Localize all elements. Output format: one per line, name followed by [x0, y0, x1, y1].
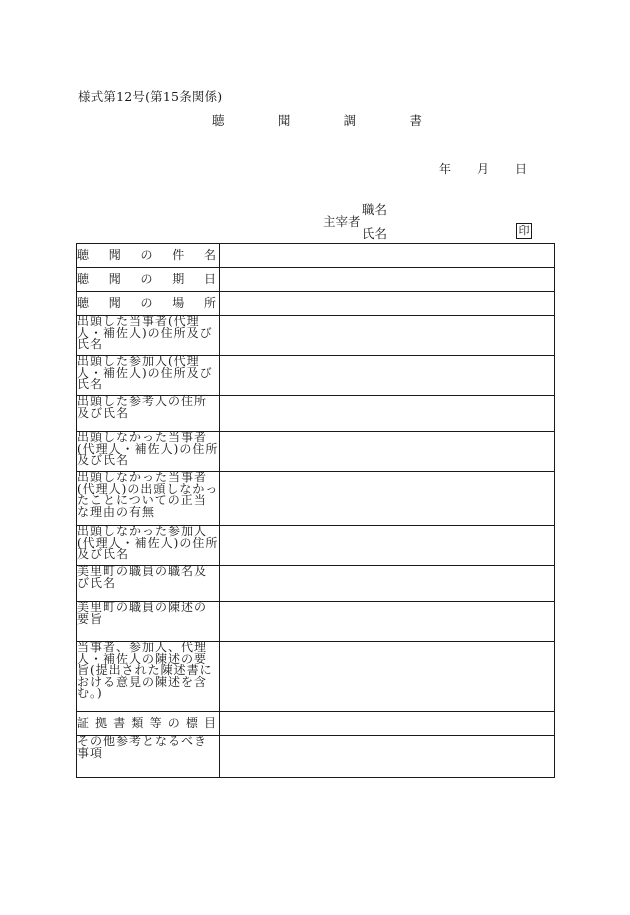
table-row: [77, 566, 555, 602]
row-label: [77, 526, 220, 566]
row-label-text: [77, 271, 219, 286]
title-char: 聴: [212, 113, 225, 128]
table-row: [77, 292, 555, 316]
row-label-char: 聴: [77, 247, 91, 262]
row-label-char: 聴: [77, 295, 91, 310]
table-row: [77, 316, 555, 356]
row-label-char: 拠: [95, 715, 109, 730]
row-value-field[interactable]: [220, 316, 555, 356]
row-label-char: 書: [113, 715, 127, 730]
row-label: [77, 244, 220, 268]
title-char: 聞: [277, 113, 291, 128]
row-label-char: の: [140, 247, 154, 262]
row-label-char: 場: [172, 295, 186, 310]
date-line: [439, 160, 527, 177]
row-label-char: 名: [203, 247, 217, 262]
row-label: [77, 268, 220, 292]
row-label-char: 聞: [108, 295, 122, 310]
seal-mark: 印: [516, 223, 532, 239]
date-month-label: 月: [476, 162, 489, 176]
name-label: 氏名: [362, 226, 388, 241]
row-value-field[interactable]: [220, 432, 555, 472]
row-label: [77, 396, 220, 432]
row-label-char: 聞: [108, 271, 122, 286]
row-value-field[interactable]: [220, 356, 555, 396]
row-label-text: その他参考となるべき事項: [77, 734, 208, 760]
row-label-char: の: [140, 271, 154, 286]
row-value-field[interactable]: [220, 292, 555, 316]
document-title: [212, 111, 422, 129]
row-label-text: 出頭した参考人の住所及び氏名: [77, 394, 208, 420]
row-label: [77, 292, 220, 316]
row-label-text: 出頭しなかった参加人(代理人・補佐人)の住所及び氏名: [77, 524, 219, 561]
row-label-char: の: [140, 295, 154, 310]
row-value-field[interactable]: [220, 736, 555, 778]
row-label-char: 聞: [108, 247, 122, 262]
position-label: 職名: [362, 202, 388, 217]
table-row: [77, 244, 555, 268]
row-label-text: 出頭しなかった当事者(代理人・補佐人)の住所及び氏名: [77, 430, 219, 467]
table-row: [77, 736, 555, 778]
row-label-char: 目: [203, 715, 217, 730]
table-row: [77, 602, 555, 642]
row-label-text: 美里町の職員の陳述の要旨: [77, 600, 208, 626]
row-value-field[interactable]: [220, 602, 555, 642]
row-value-field[interactable]: [220, 244, 555, 268]
title-char: 調: [343, 113, 357, 128]
row-value-field[interactable]: [220, 566, 555, 602]
row-label: [77, 712, 220, 736]
row-value-field[interactable]: [220, 472, 555, 526]
row-label-text: [77, 295, 219, 310]
row-label-char: 所: [203, 295, 217, 310]
table-row: [77, 432, 555, 472]
row-label-char: 件: [172, 247, 186, 262]
row-label-text: 出頭した参加人(代理人・補佐人)の住所及び氏名: [77, 354, 213, 391]
row-label-char: の: [167, 715, 181, 730]
table-row: [77, 712, 555, 736]
row-label-text: 美里町の職員の職名及び氏名: [77, 564, 208, 590]
row-label-char: 類: [131, 715, 145, 730]
row-label-text: [77, 715, 219, 730]
row-value-field[interactable]: [220, 642, 555, 712]
row-label: [77, 316, 220, 356]
row-label: [77, 736, 220, 778]
table-row: [77, 396, 555, 432]
row-label-text: 出頭しなかった当事者(代理人)の出頭しなかったことについての正当な理由の有無: [77, 470, 219, 519]
row-label-char: 標: [185, 715, 199, 730]
row-label: [77, 566, 220, 602]
row-label-text: 出頭した当事者(代理人・補佐人)の住所及び氏名: [77, 314, 213, 351]
row-label: [77, 432, 220, 472]
table-row: [77, 526, 555, 566]
row-value-field[interactable]: [220, 712, 555, 736]
row-label-char: 日: [203, 271, 217, 286]
row-label-char: 証: [77, 715, 91, 730]
table-row: [77, 268, 555, 292]
title-char: 書: [409, 113, 422, 128]
row-label: [77, 472, 220, 526]
hearing-record-table: [76, 243, 555, 778]
table-row: [77, 472, 555, 526]
row-label: [77, 642, 220, 712]
row-label-text: [77, 247, 219, 262]
form-number: 様式第12号(第15条関係): [78, 89, 223, 104]
date-year-label: 年: [439, 162, 452, 176]
chairperson-label: 主宰者: [323, 214, 361, 229]
row-value-field[interactable]: [220, 526, 555, 566]
row-label-char: 期: [172, 271, 186, 286]
row-label-text: 当事者、参加人、代理人・補佐人の陳述の要旨(提出された陳述書における意見の陳述を含む。): [77, 640, 213, 700]
table-row: [77, 642, 555, 712]
row-value-field[interactable]: [220, 396, 555, 432]
row-value-field[interactable]: [220, 268, 555, 292]
row-label: [77, 602, 220, 642]
row-label: [77, 356, 220, 396]
row-label-char: 聴: [77, 271, 91, 286]
date-day-label: 日: [514, 162, 527, 176]
row-label-char: 等: [149, 715, 163, 730]
table-row: [77, 356, 555, 396]
